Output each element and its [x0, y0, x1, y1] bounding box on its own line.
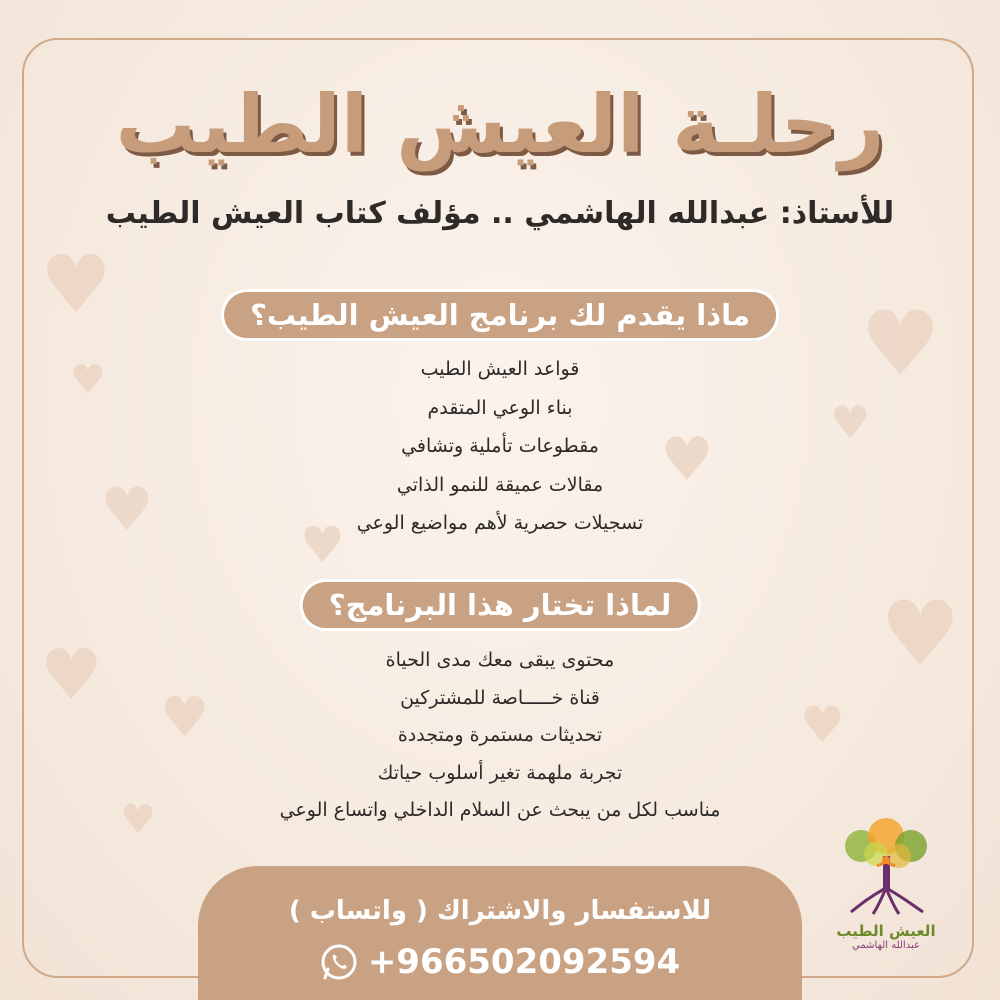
list-item: مقطوعات تأملية وتشافي: [401, 435, 599, 457]
poster-title: رحلـة العيش الطيب: [115, 78, 885, 171]
list-item: تحديثات مستمرة ومتجددة: [397, 724, 603, 746]
logo-name: العيش الطيب: [836, 922, 936, 940]
heart-decoration: ♥: [800, 696, 845, 754]
phone-number[interactable]: +966502092594: [367, 942, 681, 982]
list-item: بناء الوعي المتقدم: [427, 396, 573, 419]
poster-subtitle: للأستاذ: عبدالله الهاشمي .. مؤلف كتاب العيش الطيب: [105, 196, 895, 231]
heart-decoration: ♥: [860, 292, 941, 397]
contact-label: للاستفسار والاشتراك ( واتساب ): [288, 896, 712, 926]
section1-list: [0, 350, 1000, 543]
list-item: تجربة ملهمة تغير أسلوب حياتك: [377, 761, 623, 784]
heart-decoration: ♥: [100, 475, 154, 545]
contact-footer: [198, 866, 802, 1000]
whatsapp-icon: [320, 943, 358, 981]
list-item: مناسب لكل من يبحث عن السلام الداخلي واتساع الوعي: [279, 799, 721, 821]
list-item: قناة خـــــاصة للمشتركين: [400, 686, 600, 709]
heart-decoration: ♥: [120, 797, 156, 843]
list-item: تسجيلات حصرية لأهم مواضيع الوعي: [356, 512, 644, 534]
section2-heading: لماذا تختار هذا البرنامج؟: [303, 582, 698, 628]
heart-decoration: ♥: [880, 582, 961, 687]
section1-heading: ماذا يقدم لك برنامج العيش الطيب؟: [224, 292, 776, 338]
heart-decoration: ♥: [70, 357, 106, 403]
heart-decoration: ♥: [660, 425, 714, 495]
list-item: محتوى يبقى معك مدى الحياة: [385, 649, 615, 671]
brand-logo: [826, 816, 946, 966]
tree-logo-icon: [831, 816, 941, 916]
heart-decoration: ♥: [300, 516, 345, 574]
heart-decoration: ♥: [160, 685, 210, 749]
heart-decoration: ♥: [40, 238, 112, 331]
list-item: مقالات عميقة للنمو الذاتي: [396, 473, 604, 496]
section2-list: [0, 634, 1000, 830]
heart-decoration: ♥: [830, 396, 871, 449]
contact-phone-row[interactable]: [198, 942, 802, 982]
logo-author: عبدالله الهاشمي: [852, 940, 920, 951]
heart-decoration: ♥: [40, 634, 103, 716]
list-item: قواعد العيش الطيب: [420, 358, 580, 380]
